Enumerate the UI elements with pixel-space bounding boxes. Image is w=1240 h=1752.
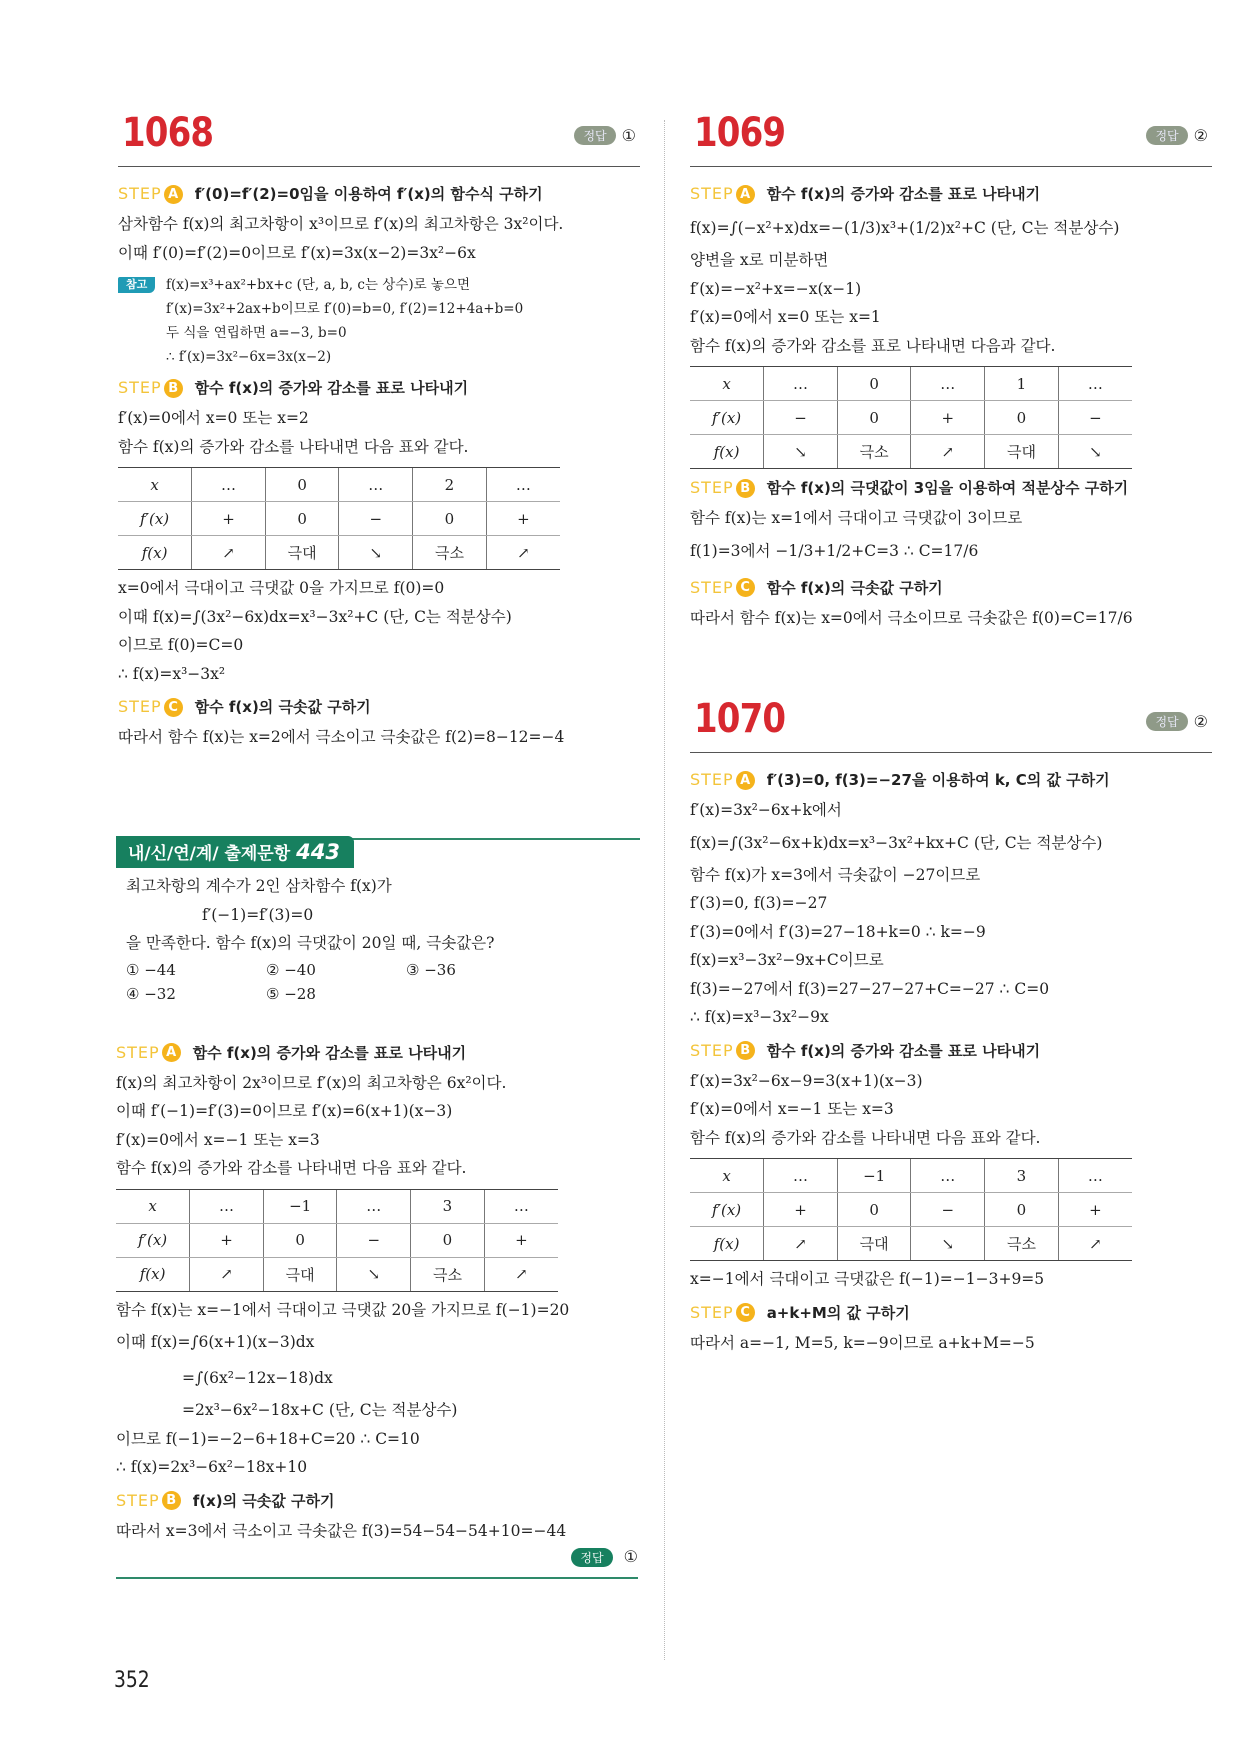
table-cell: f′(x) xyxy=(118,502,192,536)
table-cell: … xyxy=(911,367,985,401)
step-letter-icon: B xyxy=(162,1491,181,1510)
step-title: 함수 f(x)의 증가와 감소를 표로 나타내기 xyxy=(194,379,469,397)
step-heading xyxy=(116,1040,638,1066)
table-row xyxy=(118,502,560,536)
table-cell: 극대 xyxy=(985,435,1059,469)
table-cell: … xyxy=(190,1189,264,1223)
table-cell: − xyxy=(1058,401,1132,435)
table-cell: f(x) xyxy=(118,536,192,570)
table-cell: −1 xyxy=(263,1189,337,1223)
table-cell: … xyxy=(911,1159,985,1193)
solution-line: 함수 f(x)가 x=3에서 극솟값이 −27이므로 xyxy=(690,865,981,884)
table-cell: … xyxy=(192,468,266,502)
spacer xyxy=(116,1006,638,1034)
step-label: STEP xyxy=(118,378,162,397)
answer-badge: 정답 xyxy=(1146,126,1187,145)
related-problem-body xyxy=(116,872,638,1545)
solution-line: =2x³−6x²−18x+C (단, C는 적분상수) xyxy=(182,1401,458,1419)
solution-line: 이므로 f(0)=C=0 xyxy=(118,636,244,654)
solution-line: ∴ f(x)=x³−3x² xyxy=(118,664,226,683)
table-cell: + xyxy=(486,502,560,536)
table-cell: … xyxy=(1058,1159,1132,1193)
table-cell: + xyxy=(192,502,266,536)
table-cell: 3 xyxy=(985,1159,1059,1193)
solution-line: 따라서 x=3에서 극소이고 극솟값은 f(3)=54−54−54+10=−44 xyxy=(116,1521,567,1540)
variation-table xyxy=(118,467,560,570)
table-cell: 극소 xyxy=(985,1227,1059,1261)
step-label: STEP xyxy=(116,1042,160,1062)
solution-line: 따라서 함수 f(x)는 x=2에서 극소이고 극솟값은 f(2)=8−12=−4 xyxy=(118,728,565,746)
step-letter-icon: A xyxy=(164,185,183,204)
step-title: 함수 f(x)의 증가와 감소를 표로 나타내기 xyxy=(766,1041,1041,1060)
banner-label xyxy=(116,836,354,868)
table-cell: − xyxy=(339,502,413,536)
table-cell: 0 xyxy=(411,1223,485,1257)
choice-item: ② −40 xyxy=(266,960,316,979)
table-cell: − xyxy=(337,1223,411,1257)
variation-table xyxy=(690,366,1132,469)
banner-text: 내/신/연/계/ 출제문항 xyxy=(128,844,291,864)
step-title: a+k+M의 값 구하기 xyxy=(766,1303,910,1322)
column-divider xyxy=(664,120,665,1660)
answer-value: ② xyxy=(1193,126,1208,145)
table-cell: 2 xyxy=(413,468,487,502)
table-row xyxy=(690,1227,1132,1261)
table-cell: ↗ xyxy=(192,536,266,570)
note-line: 두 식을 연립하면 a=−3, b=0 xyxy=(166,325,347,341)
table-cell: … xyxy=(339,468,413,502)
table-cell: −1 xyxy=(837,1159,911,1193)
solution-line: f(x)=∫(−x²+x)dx=−(1/3)x³+(1/2)x²+C (단, C는 적분상수) xyxy=(690,219,1120,237)
answer-badge: 정답 xyxy=(1146,712,1187,731)
solution-line: 을 만족한다. 함수 f(x)의 극댓값이 20일 때, 극솟값은? xyxy=(126,934,495,952)
step-label: STEP xyxy=(118,184,162,203)
solution-line: f′(3)=0, f(3)=−27 xyxy=(690,894,828,912)
table-cell: f′(x) xyxy=(690,401,764,435)
step-label: STEP xyxy=(690,1040,734,1060)
table-cell: 0 xyxy=(413,502,487,536)
step-label: STEP xyxy=(118,697,162,716)
step-title: 함수 f(x)의 증가와 감소를 표로 나타내기 xyxy=(766,185,1041,203)
solution-line: 이때 f(x)=∫(3x²−6x)dx=x³−3x²+C (단, C는 적분상수) xyxy=(118,607,512,626)
step-letter-icon: C xyxy=(736,578,755,597)
table-cell: 0 xyxy=(985,401,1059,435)
section-end-rule xyxy=(116,1577,638,1579)
step-heading xyxy=(690,575,1212,601)
table-cell: 극대 xyxy=(837,1227,911,1261)
solution-line: 삼차함수 f(x)의 최고차항이 x³이므로 f′(x)의 최고차항은 3x²이다. xyxy=(118,215,564,233)
table-cell: + xyxy=(190,1223,264,1257)
step-label: STEP xyxy=(690,1302,734,1322)
table-cell: … xyxy=(764,367,838,401)
table-cell: ↘ xyxy=(339,536,413,570)
solution-line: f′(x)=0에서 x=0 또는 x=2 xyxy=(118,409,309,427)
table-cell: ↘ xyxy=(1058,435,1132,469)
related-problem xyxy=(116,872,638,1579)
solution-line: 이때 f′(−1)=f′(3)=0이므로 f′(x)=6(x+1)(x−3) xyxy=(116,1102,453,1120)
table-cell: 극소 xyxy=(411,1257,485,1291)
table-cell: ↗ xyxy=(764,1227,838,1261)
solution-line: f′(x)=0에서 x=0 또는 x=1 xyxy=(690,308,881,326)
table-cell: 극소 xyxy=(413,536,487,570)
solution-line: f′(x)=−x²+x=−x(x−1) xyxy=(690,279,862,298)
problem-number: 1068 xyxy=(122,110,214,156)
solution-line: f(1)=3에서 −1/3+1/2+C=3 ∴ C=17/6 xyxy=(690,541,979,560)
table-cell: ↗ xyxy=(911,435,985,469)
table-cell: ↘ xyxy=(337,1257,411,1291)
table-cell: 0 xyxy=(265,502,339,536)
solution-line: f(x)의 최고차항이 2x³이므로 f′(x)의 최고차항은 6x²이다. xyxy=(116,1073,507,1092)
step-heading xyxy=(118,181,640,207)
table-cell: … xyxy=(484,1189,558,1223)
page-number: 352 xyxy=(114,1668,150,1693)
table-cell: ↗ xyxy=(190,1257,264,1291)
table-cell: … xyxy=(337,1189,411,1223)
note-badge: 참고 xyxy=(118,277,155,293)
choice-item: ① −44 xyxy=(126,960,176,979)
solution-line: 함수 f(x)의 증가와 감소를 나타내면 다음 표와 같다. xyxy=(690,1128,1041,1147)
problem-number: 1070 xyxy=(694,696,786,742)
table-row xyxy=(116,1223,558,1257)
choice-item: ③ −36 xyxy=(406,960,456,979)
table-cell: x xyxy=(690,367,764,401)
table-cell: − xyxy=(764,401,838,435)
table-row xyxy=(690,435,1132,469)
table-cell: x xyxy=(690,1159,764,1193)
solution-line: 최고차항의 계수가 2인 삼차함수 f(x)가 xyxy=(126,877,392,895)
answer-value: ① xyxy=(623,1547,638,1566)
table-cell: … xyxy=(764,1159,838,1193)
table-cell: ↗ xyxy=(1058,1227,1132,1261)
note-line: ∴ f′(x)=3x²−6x=3x(x−2) xyxy=(166,349,332,365)
table-cell: 0 xyxy=(837,1193,911,1227)
step-letter-icon: C xyxy=(736,1303,755,1322)
answer-value: ② xyxy=(1193,712,1208,731)
choice-item: ⑤ −28 xyxy=(266,984,316,1003)
table-row xyxy=(690,1193,1132,1227)
step-letter-icon: A xyxy=(162,1043,181,1062)
table-cell: 0 xyxy=(985,1193,1059,1227)
related-problem-banner xyxy=(116,836,640,868)
table-cell: − xyxy=(911,1193,985,1227)
table-cell: … xyxy=(1058,367,1132,401)
step-heading xyxy=(690,475,1212,501)
problem-header xyxy=(690,104,1212,167)
solution-line: 이때 f(x)=∫6(x+1)(x−3)dx xyxy=(116,1333,315,1351)
answer-badge: 정답 xyxy=(574,126,615,145)
table-cell: ↘ xyxy=(764,435,838,469)
solution-line: x=0에서 극대이고 극댓값 0을 가지므로 f(0)=0 xyxy=(118,579,445,597)
table-row xyxy=(118,468,560,502)
step-title: 함수 f(x)의 증가와 감소를 표로 나타내기 xyxy=(192,1043,467,1062)
step-heading xyxy=(690,181,1212,207)
table-cell: … xyxy=(486,468,560,502)
table-row xyxy=(118,536,560,570)
solution-line: 이때 f′(0)=f′(2)=0이므로 f′(x)=3x(x−2)=3x²−6x xyxy=(118,243,476,262)
problem-header xyxy=(690,690,1212,753)
answer-indicator xyxy=(1146,712,1208,731)
problem-header xyxy=(118,104,640,167)
step-heading xyxy=(118,375,640,401)
table-cell: ↘ xyxy=(911,1227,985,1261)
solution-body xyxy=(118,181,640,752)
solution-line: 함수 f(x)는 x=−1에서 극대이고 극댓값 20을 가지므로 f(−1)=20 xyxy=(116,1300,570,1319)
answer-badge: 정답 xyxy=(571,1548,612,1567)
answer-indicator xyxy=(574,126,636,145)
table-cell: f(x) xyxy=(690,435,764,469)
table-row xyxy=(690,367,1132,401)
table-cell: f(x) xyxy=(116,1257,190,1291)
solution-line: f′(−1)=f′(3)=0 xyxy=(202,905,314,924)
step-label: STEP xyxy=(690,478,734,497)
solution-line: 양변을 x로 미분하면 xyxy=(690,251,829,269)
step-label: STEP xyxy=(690,184,734,203)
table-cell: + xyxy=(911,401,985,435)
answer-choices xyxy=(116,958,638,1006)
table-cell: 0 xyxy=(837,367,911,401)
step-heading xyxy=(690,1038,1212,1064)
table-cell: x xyxy=(116,1189,190,1223)
problem-1068 xyxy=(118,104,640,752)
solution-line: 함수 f(x)는 x=1에서 극대이고 극댓값이 3이므로 xyxy=(690,509,1023,527)
solution-line: 함수 f(x)의 증가와 감소를 나타내면 다음 표와 같다. xyxy=(118,437,469,456)
table-cell: 0 xyxy=(263,1223,337,1257)
solution-line: f′(x)=0에서 x=−1 또는 x=3 xyxy=(690,1100,894,1118)
problem-1070 xyxy=(690,690,1212,1357)
table-row xyxy=(116,1189,558,1223)
table-row xyxy=(116,1257,558,1291)
step-label: STEP xyxy=(690,770,734,789)
solution-line: f′(x)=3x²−6x−9=3(x+1)(x−3) xyxy=(690,1071,923,1090)
problem-number: 1069 xyxy=(694,110,786,156)
answer-indicator xyxy=(1146,126,1208,145)
table-row xyxy=(690,1159,1132,1193)
step-letter-icon: B xyxy=(736,479,755,498)
solution-line: f(3)=−27에서 f(3)=27−27−27+C=−27 ∴ C=0 xyxy=(690,979,1050,998)
table-cell: 극대 xyxy=(263,1257,337,1291)
table-cell: f′(x) xyxy=(690,1193,764,1227)
step-title: f′(0)=f′(2)=0임을 이용하여 f′(x)의 함수식 구하기 xyxy=(194,185,543,203)
solution-line: ∴ f(x)=2x³−6x²−18x+10 xyxy=(116,1458,308,1476)
solution-line: f′(x)=3x²−6x+k에서 xyxy=(690,801,842,819)
table-cell: + xyxy=(1058,1193,1132,1227)
solution-line: 함수 f(x)의 증가와 감소를 표로 나타내면 다음과 같다. xyxy=(690,336,1056,355)
table-cell: + xyxy=(484,1223,558,1257)
choice-item: ④ −32 xyxy=(126,984,176,1003)
note-line: f(x)=x³+ax²+bx+c (단, a, b, c는 상수)로 놓으면 xyxy=(166,277,471,293)
solution-body xyxy=(690,767,1212,1357)
answer-value: ① xyxy=(621,126,636,145)
table-cell: f(x) xyxy=(690,1227,764,1261)
table-cell: ↗ xyxy=(486,536,560,570)
step-title: f′(3)=0, f(3)=−27을 이용하여 k, C의 값 구하기 xyxy=(766,771,1110,789)
step-letter-icon: A xyxy=(736,771,755,790)
solution-line: 함수 f(x)의 증가와 감소를 나타내면 다음 표와 같다. xyxy=(116,1159,467,1177)
step-letter-icon: A xyxy=(736,185,755,204)
solution-line: 이므로 f(−1)=−2−6+18+C=20 ∴ C=10 xyxy=(116,1429,420,1448)
variation-table xyxy=(116,1189,558,1292)
step-title: 함수 f(x)의 극솟값 구하기 xyxy=(766,578,943,597)
step-title: f(x)의 극솟값 구하기 xyxy=(192,1491,335,1510)
answer-indicator xyxy=(116,1547,638,1567)
step-title: 함수 f(x)의 극댓값이 3임을 이용하여 적분상수 구하기 xyxy=(766,479,1129,497)
solution-line: f′(x)=0에서 x=−1 또는 x=3 xyxy=(116,1130,320,1149)
table-row xyxy=(690,401,1132,435)
table-cell: 0 xyxy=(265,468,339,502)
step-heading xyxy=(690,1300,1212,1326)
solution-line: x=−1에서 극대이고 극댓값은 f(−1)=−1−3+9=5 xyxy=(690,1270,1045,1288)
solution-line: f′(3)=0에서 f′(3)=27−18+k=0 ∴ k=−9 xyxy=(690,922,986,941)
step-heading xyxy=(116,1488,638,1514)
solution-line: =∫(6x²−12x−18)dx xyxy=(182,1369,333,1387)
banner-number: 443 xyxy=(296,840,340,864)
solution-line: f(x)=∫(3x²−6x+k)dx=x³−3x²+kx+C (단, C는 적분상수) xyxy=(690,833,1103,852)
solution-body xyxy=(690,181,1212,632)
problem-1069 xyxy=(690,104,1212,632)
solution-line: ∴ f(x)=x³−3x²−9x xyxy=(690,1008,829,1026)
table-cell: 0 xyxy=(837,401,911,435)
step-letter-icon: B xyxy=(736,1041,755,1060)
step-letter-icon: C xyxy=(164,698,183,717)
solution-line: 따라서 a=−1, M=5, k=−9이므로 a+k+M=−5 xyxy=(690,1333,1035,1352)
table-cell: x xyxy=(118,468,192,502)
table-cell: + xyxy=(764,1193,838,1227)
step-title: 함수 f(x)의 극솟값 구하기 xyxy=(194,698,371,716)
step-label: STEP xyxy=(116,1490,160,1510)
table-cell: 3 xyxy=(411,1189,485,1223)
table-cell: 1 xyxy=(985,367,1059,401)
table-cell: 극대 xyxy=(265,536,339,570)
variation-table xyxy=(690,1158,1132,1261)
note-line: f′(x)=3x²+2ax+b이므로 f′(0)=b=0, f′(2)=12+4a+b=0 xyxy=(166,301,524,317)
table-cell: f′(x) xyxy=(116,1223,190,1257)
step-letter-icon: B xyxy=(164,379,183,398)
solution-line: f(x)=x³−3x²−9x+C이므로 xyxy=(690,951,884,969)
step-label: STEP xyxy=(690,577,734,597)
table-cell: 극소 xyxy=(837,435,911,469)
step-heading xyxy=(118,694,640,720)
solution-line: 따라서 함수 f(x)는 x=0에서 극소이므로 극솟값은 f(0)=C=17/6 xyxy=(690,608,1133,627)
note-block xyxy=(118,273,640,369)
step-heading xyxy=(690,767,1212,793)
table-cell: ↗ xyxy=(484,1257,558,1291)
